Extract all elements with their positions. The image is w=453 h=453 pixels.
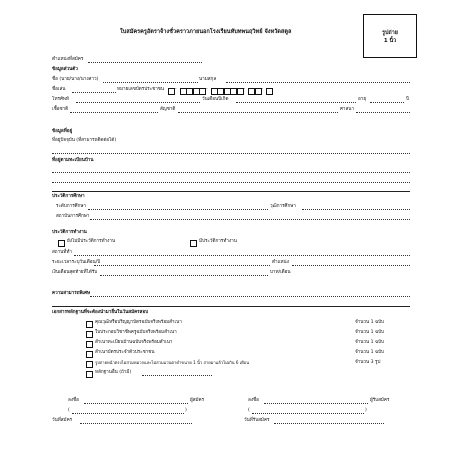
- ethnicity-field[interactable]: [70, 112, 158, 113]
- work-yes-label: มีประวัติการทำงาน: [199, 239, 237, 244]
- doc-qty: จำนวน 1 ฉบับ: [355, 340, 384, 345]
- ability-field[interactable]: [90, 296, 410, 297]
- doc-checkbox[interactable]: [86, 371, 93, 378]
- sign-right-label: ลงชื่อ: [248, 398, 259, 403]
- edu-school-label: สถาบันการศึกษา: [56, 214, 90, 219]
- religion-label: ศาสนา: [340, 107, 355, 112]
- doc-label: สำเนาทะเบียนบ้านฉบับจริงพร้อมสำเนา: [95, 340, 173, 345]
- doc-qty: จำนวน 1 ฉบับ: [355, 330, 384, 335]
- birth-field[interactable]: [236, 102, 356, 103]
- edu-school-field[interactable]: [90, 219, 410, 220]
- position-field[interactable]: [88, 62, 202, 63]
- receiver-signature-field[interactable]: [264, 403, 368, 404]
- form-title: ใบสมัครครูอัตราจ้างชั่วคราวภายนอกโรงเรียนทับทพนฤวิทย์ จังหวัดสตูล: [120, 29, 292, 35]
- doc-checkbox[interactable]: [86, 341, 93, 348]
- age-label: อายุ: [358, 97, 367, 102]
- nickname-field[interactable]: [72, 92, 116, 93]
- receiver-name-field[interactable]: [252, 413, 364, 414]
- position-label: ตำแหน่งที่สมัคร: [52, 57, 84, 62]
- id-separator: -: [175, 87, 177, 92]
- work-none-label: ยังไม่มีประวัติการทำงาน: [67, 239, 116, 244]
- receive-date-field[interactable]: [274, 423, 384, 424]
- surname-field[interactable]: [226, 82, 410, 83]
- surname-label: นามสกุล: [199, 77, 217, 82]
- edu-degree-label: วุฒิการศึกษา: [270, 204, 296, 209]
- section-education: ประวัติการศึกษา: [52, 194, 85, 199]
- section-work: ประวัติการทำงาน: [52, 230, 87, 235]
- edu-level-label: ระดับการศึกษา: [56, 204, 86, 209]
- section-docs: เอกสารหลักฐานที่จะต้องนำมายื่นในวันสมัครสอบ: [52, 310, 149, 315]
- registered-address-line-2[interactable]: [52, 182, 410, 183]
- work-place-field[interactable]: [74, 255, 410, 256]
- doc-checkbox[interactable]: [86, 321, 93, 328]
- id-label: หมายเลขบัตรประชาชน: [117, 87, 165, 92]
- birth-label: วันเดือนปีเกิด: [202, 97, 229, 102]
- date-left-label: วันที่สมัคร: [52, 418, 73, 423]
- doc-label: หลักฐานอื่น (ถ้ามี): [95, 370, 132, 375]
- doc-checkbox[interactable]: [86, 351, 93, 358]
- edu-degree-field[interactable]: [302, 209, 410, 210]
- section-address: ข้อมูลที่อยู่: [52, 129, 73, 134]
- registered-address-line-1[interactable]: [52, 172, 410, 173]
- year-label: ปี: [406, 97, 409, 102]
- divider-docs: [52, 306, 410, 307]
- doc-qty: จำนวน 1 ฉบับ: [355, 350, 384, 355]
- salary-field[interactable]: [100, 275, 268, 276]
- applicant-name-field[interactable]: [72, 413, 184, 414]
- other-doc-field[interactable]: [142, 375, 212, 376]
- id-digit-box[interactable]: [266, 88, 273, 95]
- photo-label: รูปถ่าย: [382, 30, 398, 36]
- work-none-checkbox[interactable]: [58, 240, 65, 247]
- edu-level-field[interactable]: [88, 209, 268, 210]
- id-separator: -: [261, 87, 264, 92]
- baht-label: บาท/เดือน: [270, 270, 291, 275]
- work-position-label: ตำแหน่ง: [272, 260, 289, 265]
- nickname-label: ชื่อเล่น: [52, 87, 66, 92]
- photo-size-label: 1 นิ้ว: [383, 38, 397, 44]
- doc-qty: จำนวน 1 ฉบับ: [355, 320, 384, 325]
- doc-label: คุณวุฒิหรือปริญญาบัตรฉบับจริงพร้อมสำเนา: [95, 320, 182, 325]
- ethnicity-label: เชื้อชาติ: [52, 107, 69, 112]
- phone-label: โทรศัพท์: [52, 97, 69, 102]
- doc-label: สำเนาบัตรประจำตัวประชาชน: [95, 350, 155, 355]
- name-field[interactable]: [103, 82, 198, 83]
- photo-box: [363, 14, 417, 58]
- salary-label: เงินเดือนสุดท้ายที่ได้รับ: [52, 270, 98, 275]
- id-digit-box[interactable]: [255, 88, 262, 95]
- age-field[interactable]: [370, 102, 404, 103]
- work-place-label: สถานที่ทำ: [52, 250, 72, 255]
- doc-label: ใบประกอบวิชาชีพครูฉบับจริงพร้อมสำเนา: [95, 330, 177, 335]
- sign-right-role: ผู้รับสมัคร: [370, 398, 390, 403]
- id-digit-box[interactable]: [199, 88, 206, 95]
- doc-checkbox[interactable]: [86, 361, 93, 368]
- id-digit-box[interactable]: [168, 88, 175, 95]
- religion-field[interactable]: [356, 112, 410, 113]
- date-right-label: วันที่รับสมัคร: [244, 418, 270, 423]
- id-digit-box[interactable]: [237, 88, 244, 95]
- work-yes-checkbox[interactable]: [190, 240, 197, 247]
- sign-left-role: ผู้สมัคร: [190, 398, 205, 403]
- id-separator: -: [243, 87, 246, 92]
- applicant-signature-field[interactable]: [84, 403, 188, 404]
- nationality-label: สัญชาติ: [160, 107, 176, 112]
- section-ability: ความสามารถพิเศษ: [52, 291, 91, 296]
- divider-education: [52, 191, 410, 192]
- work-period-label: ระยะเวลาระบุวันเดือน/ปี: [52, 260, 101, 265]
- phone-field[interactable]: [76, 102, 200, 103]
- doc-qty: จำนวน 3 รูป: [355, 360, 381, 365]
- work-period-field[interactable]: [94, 265, 270, 266]
- nationality-field[interactable]: [178, 112, 338, 113]
- current-address-field[interactable]: [52, 153, 410, 154]
- doc-checkbox[interactable]: [86, 331, 93, 338]
- section-personal: ข้อมูลส่วนตัว: [52, 67, 78, 72]
- current-address-label: ที่อยู่ปัจจุบัน (ที่สามารถติดต่อได้): [52, 138, 117, 143]
- id-separator: -: [206, 87, 208, 92]
- sign-left-label: ลงชื่อ: [68, 398, 79, 403]
- doc-label: รูปถ่ายหน้าตรงไม่สวมหมวกและไม่สวมแว่นตาดำขนาด 1 นิ้ว ถ่ายมาแล้วไม่เกิน 6 เดือน: [95, 360, 250, 365]
- work-position-field[interactable]: [292, 265, 410, 266]
- name-label: ชื่อ (นาย/นาง/นางสาว): [52, 77, 99, 82]
- section-registered: ที่อยู่ตามทะเบียนบ้าน: [52, 158, 94, 163]
- apply-date-field[interactable]: [80, 423, 192, 424]
